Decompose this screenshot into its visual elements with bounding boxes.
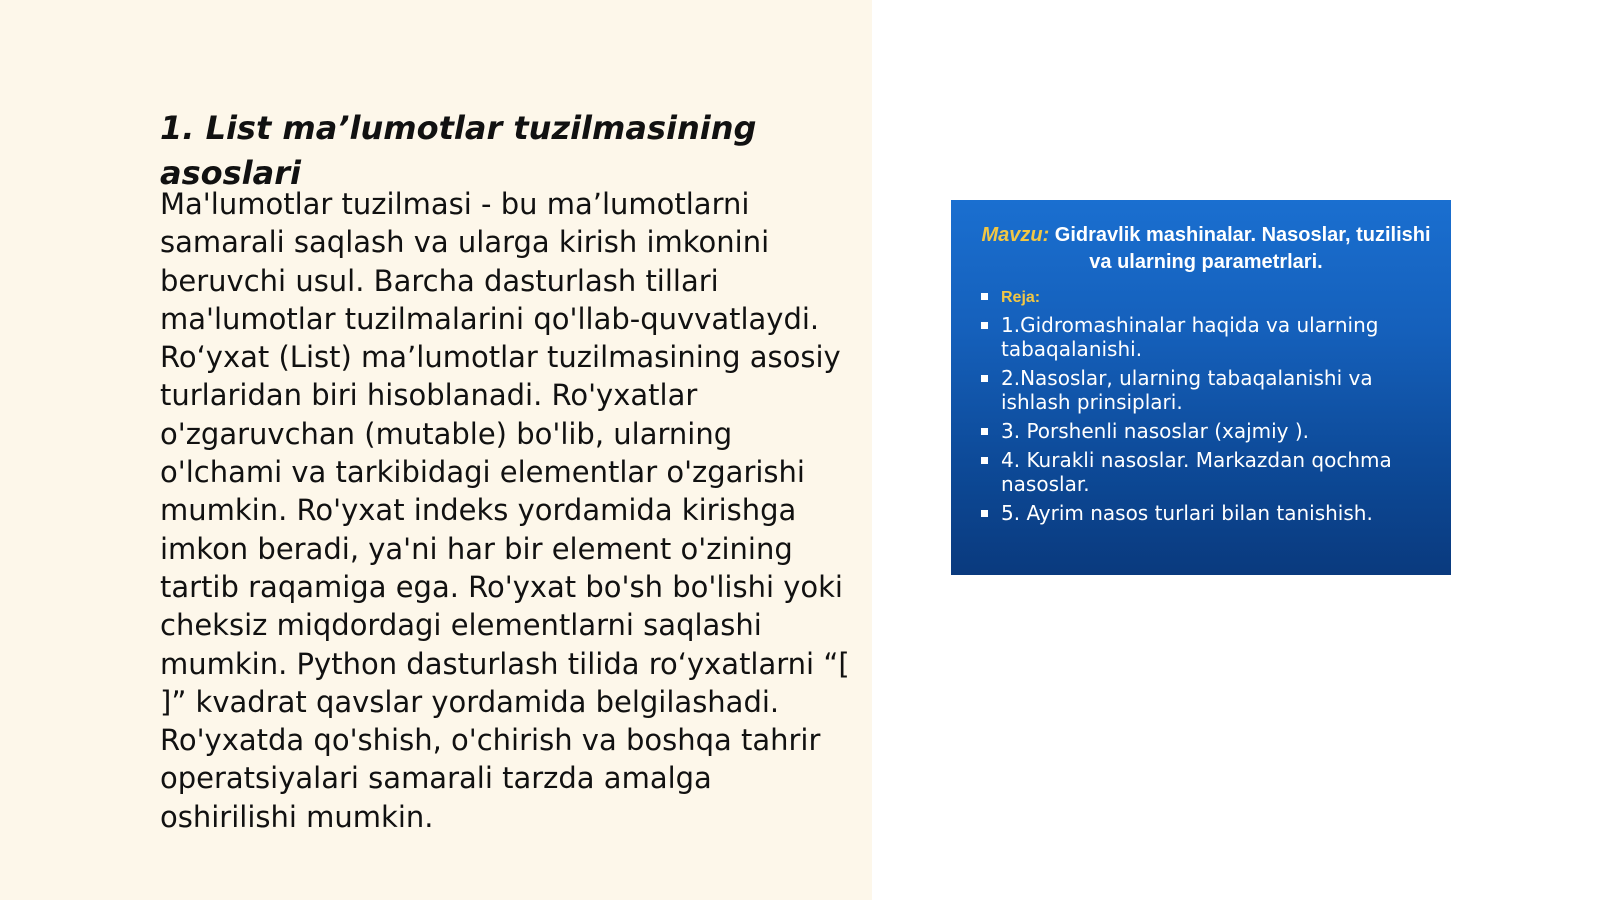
square-bullet-icon xyxy=(981,457,988,464)
embedded-slide-image xyxy=(951,200,1451,575)
square-bullet-icon xyxy=(981,375,988,382)
plan-item-text: 3. Porshenli nasoslar (xajmiy ). xyxy=(1001,419,1310,443)
plan-item xyxy=(981,419,1431,443)
plan-item-text: 4. Kurakli nasoslar. Markazdan qochma nasoslar. xyxy=(1001,448,1392,496)
square-bullet-icon xyxy=(981,510,988,517)
slide-topic-label: Mavzu: xyxy=(981,224,1050,246)
plan-item xyxy=(981,366,1431,414)
section-title: 1. List ma’lumotlar tuzilmasining asoslari xyxy=(160,109,757,192)
slide-plan-list xyxy=(981,286,1431,525)
plan-item xyxy=(981,501,1431,525)
plan-item-text: 5. Ayrim nasos turlari bilan tanishish. xyxy=(1001,501,1373,525)
plan-label: Reja: xyxy=(1001,289,1041,306)
plan-item xyxy=(981,448,1431,496)
square-bullet-icon xyxy=(981,428,988,435)
slide-title xyxy=(981,222,1431,276)
square-bullet-icon xyxy=(981,322,988,329)
plan-item-text: 2.Nasoslar, ularning tabaqalanishi va ishlash prinsiplari. xyxy=(1001,366,1373,414)
square-bullet-icon xyxy=(981,293,988,300)
slide-topic-text: Gidravlik mashinalar. Nasoslar, tuzilishi va ularning parametrlari. xyxy=(1049,224,1431,273)
body-paragraph: Ma'lumotlar tuzilmasi - bu ma’lumotlarni samarali saqlash va ularga kirish imkonini beruvchi usul. Barcha dasturlash tillari ma'lumotlar tuzilmalarini qo'llab-quvvatlaydi. Ro‘yxat (List) ma’lumotlar tuzilmasining asosiy turlaridan biri hisoblanadi. Ro'yxatlar o'zgaruvchan (mutable) bo'lib, ularning o'lchami va tarkibidagi elementlar o'zgarishi mumkin. Ro'yxat indeks yordamida kirishga imkon beradi, ya'ni har bir element o'zining tartib raqamiga ega. Ro'yxat bo'sh bo'lishi yoki cheksiz miqdordagi elementlarni saqlashi mumkin. Python dasturlash tilida ro‘yxatlarni “[ ]” kvadrat qavslar yordamida belgilashadi. Ro'yxatda qo'shish, o'chirish va boshqa tahrir operatsiyalari samarali tarzda amalga oshirilishi mumkin. xyxy=(160,187,850,834)
plan-item xyxy=(981,313,1431,361)
plan-heading xyxy=(981,286,1431,310)
plan-item-text: 1.Gidromashinalar haqida va ularning tabaqalanishi. xyxy=(1001,313,1379,361)
